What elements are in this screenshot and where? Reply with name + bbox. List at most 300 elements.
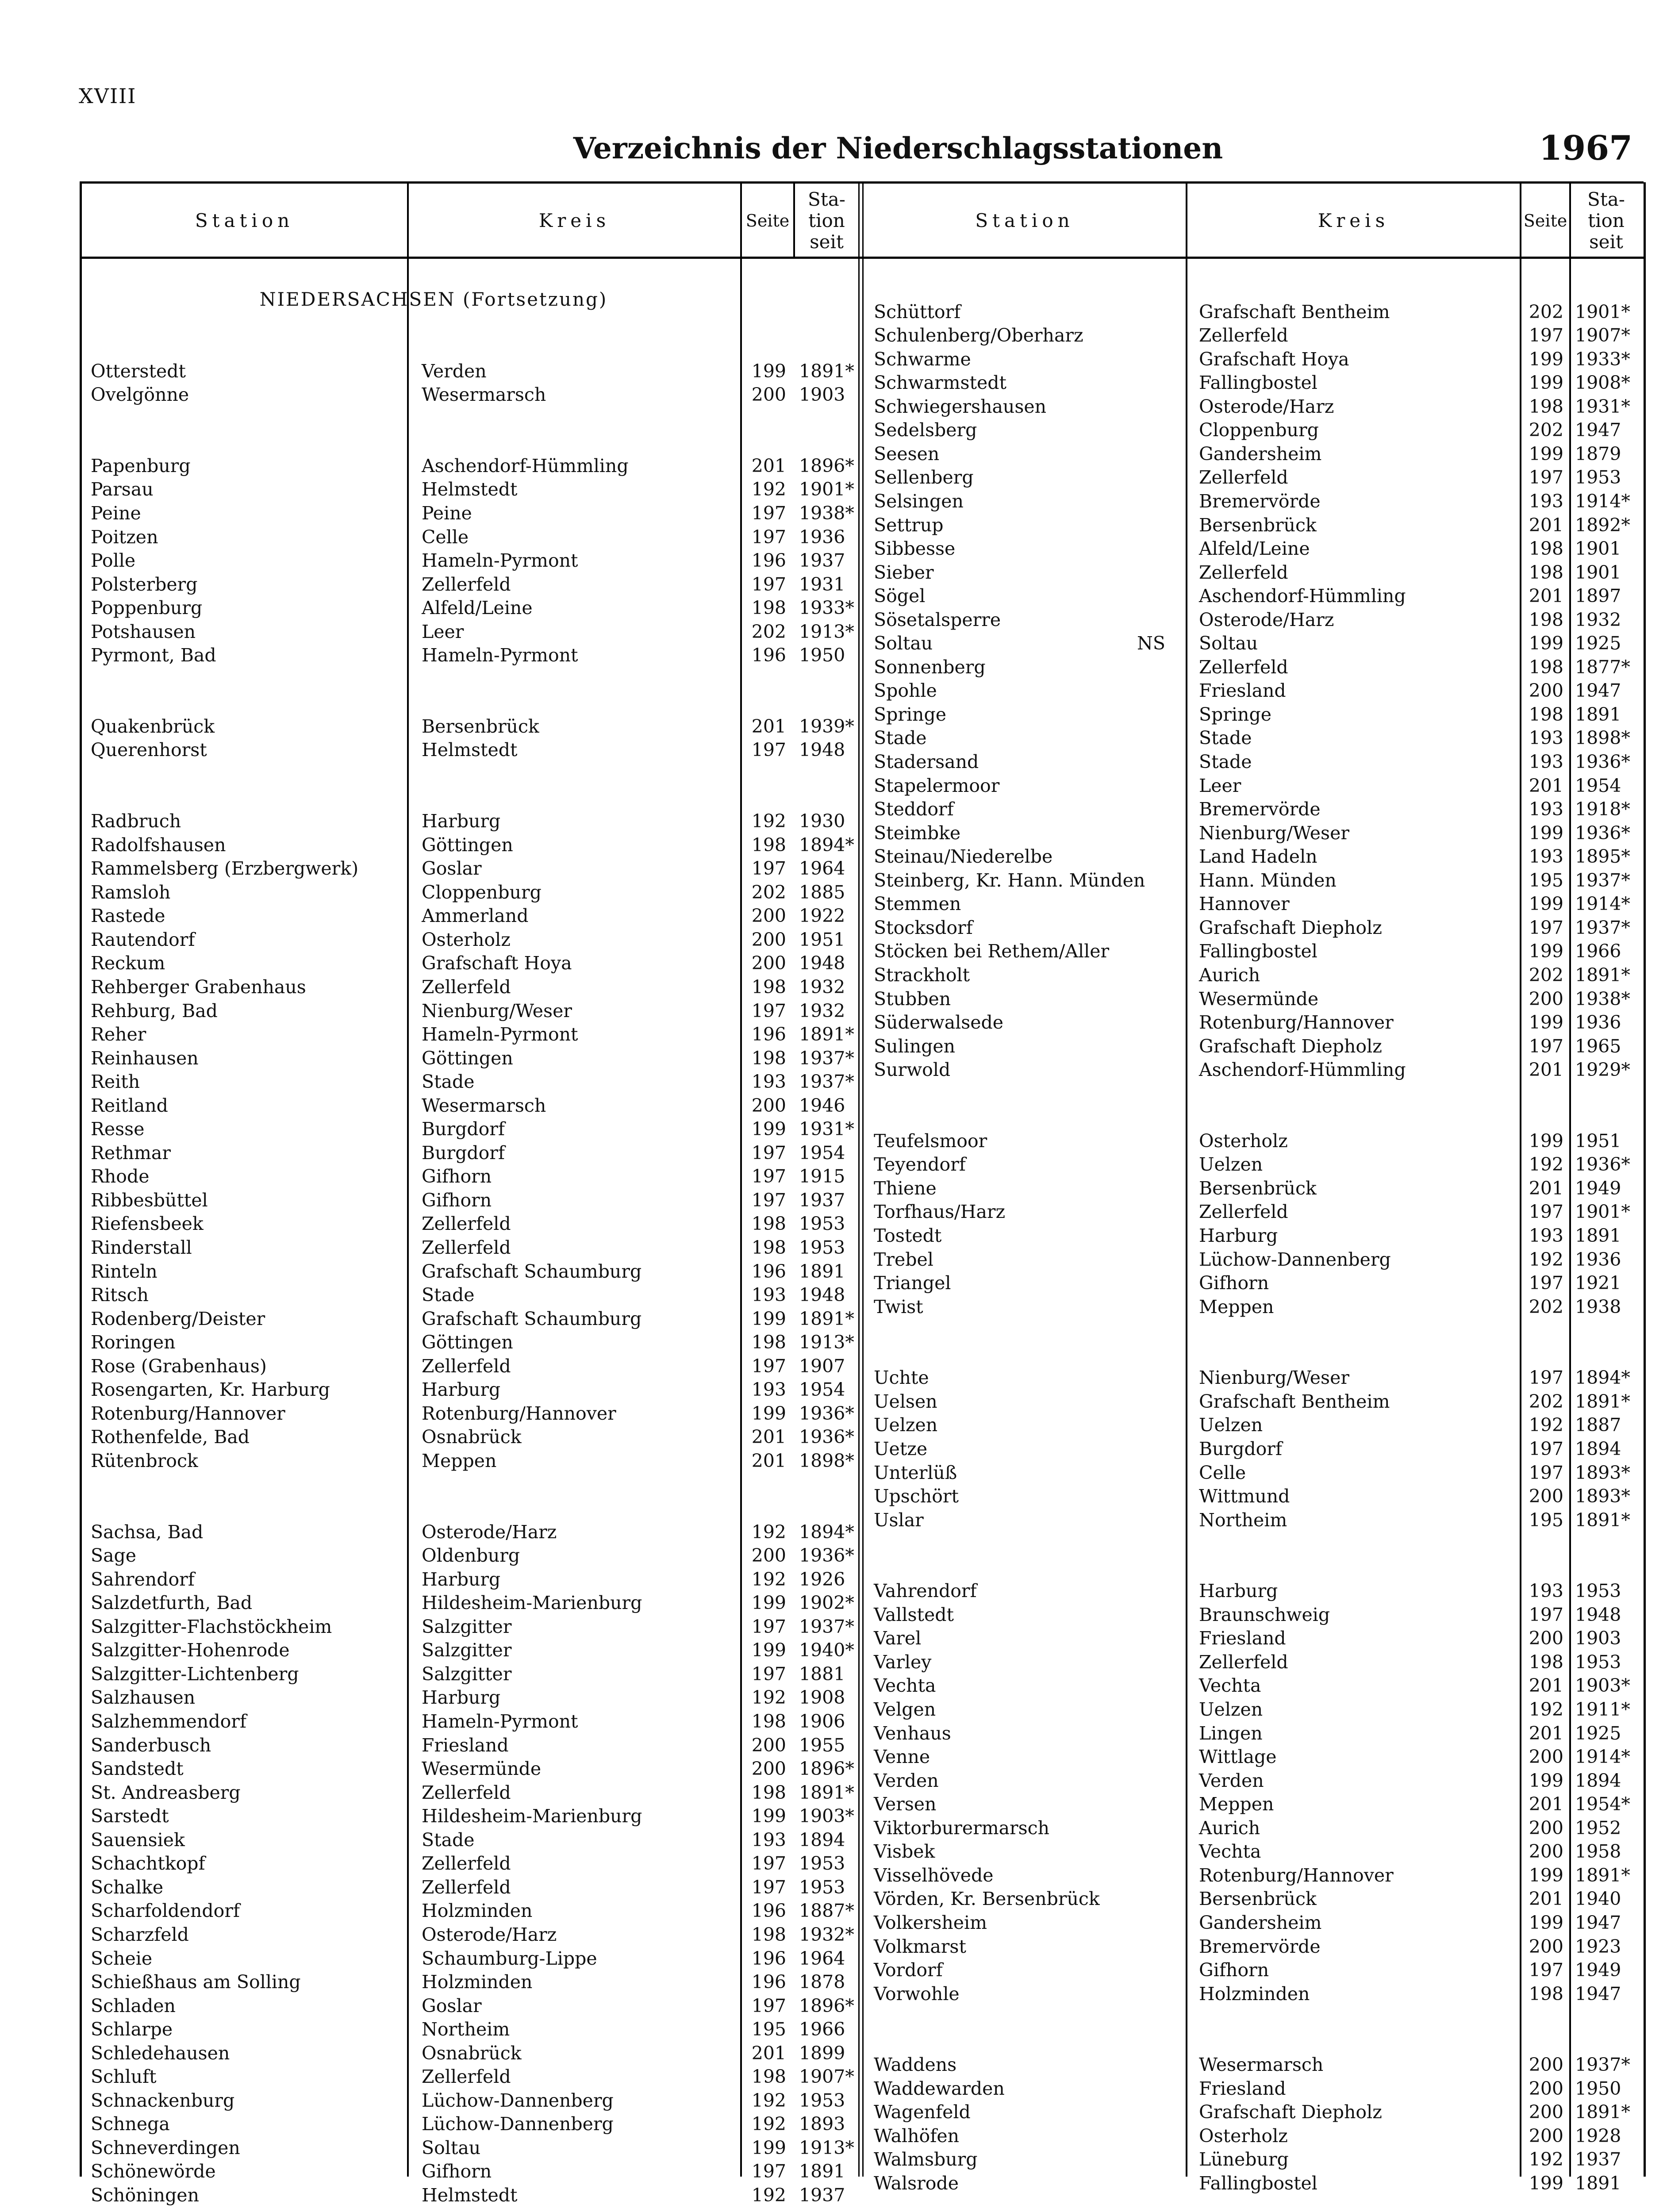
station-name: Papenburg [91, 455, 191, 476]
table-row [0, 561, 1667, 584]
station-name: Salzhausen [91, 1687, 196, 1709]
table-row [0, 1651, 1667, 1674]
station-name: Poppenburg [91, 597, 203, 619]
seite-number: 196 [751, 550, 786, 572]
station-name: Sedelsberg [874, 419, 977, 441]
seite-number: 192 [751, 2089, 786, 2111]
station-since-year: 1955 [799, 1734, 845, 1756]
station-name: Schneverdingen [91, 2137, 240, 2158]
station-since-year: 1936* [1575, 1154, 1630, 1175]
table-row [0, 1864, 1667, 1887]
station-name: Sösetalsperre [874, 609, 1001, 630]
table-row [0, 845, 1667, 868]
table-row [0, 537, 1667, 561]
seite-number: 197 [1529, 1462, 1563, 1483]
seite-number: 201 [751, 1426, 786, 1448]
table-row [0, 442, 1667, 466]
kreis-name: Osterholz [1199, 1130, 1288, 1152]
station-since-year: 1952 [1575, 1817, 1621, 1839]
station-name: Walmsburg [874, 2149, 978, 2170]
station-name: Schalke [91, 1876, 164, 1898]
station-since-year: 1891 [1575, 703, 1621, 725]
station-since-year: 1903* [799, 1805, 854, 1827]
table-row [0, 656, 1667, 679]
header-station-seit: Sta- tion seit [1587, 188, 1625, 253]
station-name: Polsterberg [91, 573, 198, 595]
station-name: Vechta [874, 1675, 936, 1697]
kreis-name: Burgdorf [422, 1142, 505, 1164]
seite-number: 201 [1529, 775, 1563, 796]
station-since-year: 1907 [799, 1355, 845, 1377]
seite-number: 199 [1529, 1130, 1563, 1152]
kreis-name: Salzgitter [422, 1640, 512, 1661]
kreis-name: Celle [422, 526, 469, 548]
station-since-year: 1914* [1575, 893, 1630, 915]
station-name: Schwarmstedt [874, 372, 1006, 394]
seite-number: 201 [751, 2042, 786, 2064]
kreis-name: Zellerfeld [422, 1213, 511, 1235]
station-name: Settrup [874, 514, 944, 536]
station-name: Süderwalsede [874, 1012, 1004, 1033]
seite-number: 193 [751, 1379, 786, 1401]
station-name: Schlarpe [91, 2019, 173, 2040]
station-name: Stade [874, 727, 927, 749]
table-row [0, 1816, 1667, 1840]
station-since-year: 1903 [799, 384, 845, 406]
table-row [0, 1485, 1667, 1508]
header-station-seit: Sta- tion seit [808, 188, 845, 253]
kreis-name: Bremervörde [1199, 799, 1321, 820]
kreis-name: Alfeld/Leine [1199, 538, 1310, 560]
seite-number: 195 [751, 2019, 786, 2040]
kreis-name: Cloppenburg [422, 881, 542, 903]
seite-number: 201 [1529, 1059, 1563, 1081]
kreis-name: Bremervörde [1199, 490, 1321, 512]
kreis-name: Gandersheim [1199, 443, 1322, 465]
kreis-name: Aurich [1199, 1817, 1260, 1839]
station-since-year: 1897 [1575, 585, 1621, 607]
table-row [0, 987, 1667, 1011]
station-since-year: 1881 [799, 1663, 845, 1685]
station-name: Rehburg, Bad [91, 1000, 218, 1022]
kreis-name: Vechta [1199, 1841, 1261, 1863]
station-since-year: 1878 [799, 1971, 845, 1993]
table-row [0, 490, 1667, 513]
seite-number: 192 [1529, 1414, 1563, 1436]
seite-number: 197 [751, 1189, 786, 1211]
station-name: Venhaus [874, 1722, 951, 1744]
table-row [0, 1627, 1667, 1650]
kreis-name: Salzgitter [422, 1663, 512, 1685]
station-name: Venne [874, 1746, 930, 1768]
seite-number: 193 [1529, 490, 1563, 512]
kreis-name: Meppen [1199, 1296, 1274, 1317]
seite-number: 197 [751, 1853, 786, 1874]
station-since-year: 1933* [1575, 348, 1630, 370]
kreis-name: Soltau [422, 2137, 481, 2158]
table-row [0, 632, 1667, 655]
station-name: Versen [874, 1793, 937, 1815]
seite-number: 192 [1529, 1699, 1563, 1720]
seite-number: 196 [751, 645, 786, 666]
header-station: Station [195, 210, 294, 231]
kreis-name: Ammerland [422, 905, 529, 927]
station-since-year: 1891 [799, 2161, 845, 2182]
station-name: Reinhausen [91, 1047, 199, 1069]
table-row [0, 324, 1667, 347]
table-row [0, 1579, 1667, 1603]
seite-number: 197 [751, 1355, 786, 1377]
seite-number: 197 [751, 2161, 786, 2182]
station-name: Schladen [91, 1995, 176, 2016]
station-note: NS [1137, 633, 1165, 654]
kreis-name: Wittlage [1199, 1746, 1277, 1768]
station-name: Steddorf [874, 799, 954, 820]
seite-number: 198 [1529, 396, 1563, 417]
station-name: Salzgitter-Lichtenberg [91, 1663, 299, 1685]
seite-number: 192 [1529, 1154, 1563, 1175]
station-name: Stöcken bei Rethem/Aller [874, 941, 1110, 962]
station-name: Walhöfen [874, 2125, 960, 2147]
station-since-year: 1906 [799, 1711, 845, 1732]
station-name: Surwold [874, 1059, 951, 1081]
seite-number: 199 [1529, 1770, 1563, 1791]
station-name: Vahrendorf [874, 1580, 977, 1602]
station-name: Radolfshausen [91, 834, 226, 856]
station-since-year: 1918* [1575, 799, 1630, 820]
station-name: Scheie [91, 1947, 153, 1969]
kreis-name: Bersenbrück [1199, 1177, 1317, 1199]
seite-number: 199 [751, 1118, 786, 1140]
station-name: Salzgitter-Flachstöckheim [91, 1616, 332, 1637]
station-since-year: 1954 [1575, 775, 1621, 796]
seite-number: 200 [1529, 988, 1563, 1010]
station-since-year: 1936 [799, 526, 845, 548]
station-name: Steinberg, Kr. Hann. Münden [874, 869, 1145, 891]
station-since-year: 1921 [1575, 1272, 1621, 1294]
kreis-name: Zellerfeld [422, 1355, 511, 1377]
station-since-year: 1947 [1575, 1983, 1621, 2005]
kreis-name: Stade [1199, 727, 1252, 749]
kreis-name: Zellerfeld [422, 1876, 511, 1898]
kreis-name: Zellerfeld [1199, 656, 1288, 678]
station-since-year: 1946 [799, 1094, 845, 1116]
station-name: Rinteln [91, 1260, 157, 1282]
station-since-year: 1937* [799, 1616, 854, 1637]
seite-number: 193 [1529, 1580, 1563, 1602]
station-since-year: 1937* [1575, 869, 1630, 891]
table-row [0, 1248, 1667, 1271]
kreis-name: Alfeld/Leine [422, 597, 533, 619]
table-row [0, 1509, 1667, 1532]
station-since-year: 1891* [799, 360, 854, 382]
kreis-name: Zellerfeld [422, 1237, 511, 1258]
station-since-year: 1891* [799, 1308, 854, 1329]
kreis-name: Soltau [1199, 633, 1258, 654]
page-title: Verzeichnis der Niederschlagsstationen [573, 131, 1223, 165]
station-name: Torfhaus/Harz [874, 1201, 1006, 1223]
seite-number: 193 [751, 1284, 786, 1306]
station-name: Schachtkopf [91, 1853, 205, 1874]
kreis-name: Gifhorn [1199, 1272, 1269, 1294]
kreis-name: Bremervörde [1199, 1936, 1321, 1957]
station-since-year: 1931 [799, 573, 845, 595]
station-since-year: 1914* [1575, 490, 1630, 512]
kreis-name: Friesland [1199, 1628, 1286, 1649]
kreis-name: Cloppenburg [1199, 419, 1319, 441]
table-row [0, 1840, 1667, 1863]
seite-number: 193 [1529, 751, 1563, 772]
station-since-year: 1887* [799, 1900, 854, 1922]
table-row [0, 869, 1667, 892]
kreis-name: Zellerfeld [422, 1782, 511, 1803]
station-name: Schießhaus am Solling [91, 1971, 301, 1993]
seite-number: 200 [751, 929, 786, 950]
kreis-name: Nienburg/Weser [1199, 822, 1349, 844]
kreis-name: Harburg [422, 810, 501, 832]
station-name: Schwiegershausen [874, 396, 1047, 417]
kreis-name: Harburg [1199, 1580, 1278, 1602]
kreis-name: Grafschaft Diepholz [1199, 917, 1382, 938]
seite-number: 200 [1529, 2125, 1563, 2147]
kreis-name: Wittmund [1199, 1486, 1290, 1507]
seite-number: 193 [751, 1829, 786, 1851]
station-name: Viktorburermarsch [874, 1817, 1050, 1839]
station-since-year: 1936* [799, 1545, 854, 1567]
station-name: Rhode [91, 1166, 150, 1187]
seite-number: 199 [751, 1592, 786, 1614]
table-row [0, 2077, 1667, 2101]
station-since-year: 1938* [799, 502, 854, 524]
station-since-year: 1901* [1575, 301, 1630, 323]
station-name: Uelsen [874, 1390, 937, 1412]
kreis-name: Nienburg/Weser [422, 1000, 572, 1022]
station-since-year: 1896* [799, 455, 854, 476]
seite-number: 198 [751, 976, 786, 998]
table-row [0, 726, 1667, 750]
table-row [0, 584, 1667, 608]
station-since-year: 1901* [1575, 1201, 1630, 1223]
seite-number: 199 [1529, 443, 1563, 465]
station-since-year: 1954 [799, 1142, 845, 1164]
station-name: Stapelermoor [874, 775, 1000, 796]
seite-number: 199 [1529, 822, 1563, 844]
station-name: Ramsloh [91, 881, 171, 903]
seite-number: 198 [751, 1237, 786, 1258]
station-since-year: 1947 [1575, 1912, 1621, 1933]
station-since-year: 1937 [799, 1189, 845, 1211]
station-since-year: 1937* [799, 1047, 854, 1069]
seite-number: 199 [1529, 1864, 1563, 1886]
station-name: Schnega [91, 2113, 170, 2135]
kreis-name: Holzminden [422, 1900, 533, 1922]
station-name: Sandstedt [91, 1758, 184, 1780]
station-since-year: 1947 [1575, 419, 1621, 441]
seite-number: 195 [1529, 869, 1563, 891]
kreis-name: Osnabrück [422, 1426, 522, 1448]
seite-number: 197 [751, 1995, 786, 2016]
kreis-name: Wesermünde [1199, 988, 1319, 1010]
seite-number: 200 [751, 952, 786, 974]
station-since-year: 1949 [1575, 1177, 1621, 1199]
kreis-name: Wesermarsch [422, 1094, 546, 1116]
table-row [0, 2124, 1667, 2148]
station-name: Rosengarten, Kr. Harburg [91, 1379, 330, 1401]
kreis-name: Hildesheim-Marienburg [422, 1805, 642, 1827]
header-seite: Seite [1523, 211, 1567, 230]
kreis-name: Verden [422, 360, 487, 382]
kreis-name: Leer [422, 621, 464, 642]
station-since-year: 1936 [1575, 1248, 1621, 1270]
station-name: Uslar [874, 1509, 924, 1531]
station-name: Varel [874, 1628, 922, 1649]
kreis-name: Bersenbrück [1199, 514, 1317, 536]
kreis-name: Hann. Münden [1199, 869, 1337, 891]
kreis-name: Osterode/Harz [1199, 396, 1334, 417]
kreis-name: Meppen [422, 1450, 497, 1471]
station-since-year: 1893 [799, 2113, 845, 2135]
station-name: Schwarme [874, 348, 971, 370]
station-name: Peine [91, 502, 141, 524]
station-name: Sögel [874, 585, 926, 607]
station-since-year: 1893* [1575, 1462, 1630, 1483]
seite-number: 197 [1529, 1272, 1563, 1294]
station-since-year: 1964 [799, 1947, 845, 1969]
station-since-year: 1938 [1575, 1296, 1621, 1317]
kreis-name: Helmstedt [422, 739, 518, 761]
station-name: Salzgitter-Hohenrode [91, 1640, 290, 1661]
table-row [0, 1603, 1667, 1627]
station-name: Visselhövede [874, 1864, 994, 1886]
kreis-name: Aschendorf-Hümmling [1199, 585, 1406, 607]
seite-number: 192 [751, 1521, 786, 1543]
station-since-year: 1929* [1575, 1059, 1630, 1081]
station-name: Unterlüß [874, 1462, 957, 1483]
kreis-name: Goslar [422, 858, 482, 879]
station-since-year: 1948 [799, 952, 845, 974]
station-name: Tostedt [874, 1225, 942, 1246]
kreis-name: Braunschweig [1199, 1604, 1330, 1625]
station-name: Sonnenberg [874, 656, 986, 678]
station-since-year: 1953 [799, 1876, 845, 1898]
table-row [0, 348, 1667, 371]
station-name: Uelzen [874, 1414, 938, 1436]
kreis-name: Springe [1199, 703, 1271, 725]
station-since-year: 1913* [799, 621, 854, 642]
seite-number: 198 [1529, 538, 1563, 560]
station-name: St. Andreasberg [91, 1782, 241, 1803]
header-kreis: Kreis [1317, 210, 1390, 231]
station-since-year: 1937* [799, 1071, 854, 1093]
kreis-name: Holzminden [1199, 1983, 1310, 2005]
table-row [0, 964, 1667, 987]
table-row [0, 1271, 1667, 1295]
seite-number: 197 [1529, 1367, 1563, 1389]
kreis-name: Zellerfeld [1199, 325, 1288, 346]
station-name: Velgen [874, 1699, 936, 1720]
kreis-name: Stade [422, 1829, 475, 1851]
table-row [0, 419, 1667, 442]
seite-number: 192 [1529, 2149, 1563, 2170]
station-name: Reher [91, 1024, 146, 1045]
kreis-name: Lingen [1199, 1722, 1263, 1744]
station-since-year: 1877* [1575, 656, 1630, 678]
station-since-year: 1903 [1575, 1628, 1621, 1649]
seite-number: 197 [751, 1166, 786, 1187]
kreis-name: Lüchow-Dannenberg [422, 2089, 614, 2111]
station-since-year: 1937 [1575, 2149, 1621, 2170]
station-name: Quakenbrück [91, 715, 215, 737]
kreis-name: Grafschaft Schaumburg [422, 1260, 642, 1282]
seite-number: 199 [1529, 348, 1563, 370]
seite-number: 193 [751, 1071, 786, 1093]
station-since-year: 1891* [799, 1024, 854, 1045]
seite-number: 195 [1529, 1509, 1563, 1531]
station-since-year: 1948 [799, 739, 845, 761]
station-name: Rodenberg/Deister [91, 1308, 265, 1329]
kreis-name: Stade [1199, 751, 1252, 772]
kreis-name: Göttingen [422, 834, 513, 856]
station-since-year: 1899 [799, 2042, 845, 2064]
station-name: Schluft [91, 2066, 157, 2088]
table-row [0, 608, 1667, 632]
station-since-year: 1894* [799, 1521, 854, 1543]
seite-number: 192 [1529, 1248, 1563, 1270]
seite-number: 197 [1529, 1604, 1563, 1625]
table-row [0, 940, 1667, 963]
station-since-year: 1891* [1575, 1509, 1630, 1531]
kreis-name: Bersenbrück [1199, 1888, 1317, 1910]
kreis-name: Goslar [422, 1995, 482, 2016]
kreis-name: Zellerfeld [422, 1853, 511, 1874]
seite-number: 197 [751, 1663, 786, 1685]
seite-number: 193 [1529, 799, 1563, 820]
seite-number: 197 [751, 1000, 786, 1022]
station-name: Rammelsberg (Erzbergwerk) [91, 858, 359, 879]
station-since-year: 1922 [799, 905, 845, 927]
seite-number: 198 [751, 834, 786, 856]
kreis-name: Helmstedt [422, 479, 518, 500]
seite-number: 196 [751, 1260, 786, 1282]
station-name: Vordorf [874, 1959, 943, 1981]
kreis-name: Oldenburg [422, 1545, 520, 1567]
table-row [0, 1094, 1667, 1118]
kreis-name: Holzminden [422, 1971, 533, 1993]
station-name: Schöningen [91, 2185, 199, 2206]
station-since-year: 1938* [1575, 988, 1630, 1010]
station-name: Potshausen [91, 621, 196, 642]
station-since-year: 1908 [799, 1687, 845, 1709]
kreis-name: Zellerfeld [422, 2066, 511, 2088]
station-name: Ribbesbüttel [91, 1189, 208, 1211]
station-name: Steimbke [874, 822, 961, 844]
table-row [0, 750, 1667, 774]
station-name: Salzdetfurth, Bad [91, 1592, 253, 1614]
table-row [0, 395, 1667, 419]
station-name: Scharfoldendorf [91, 1900, 240, 1922]
station-since-year: 1931* [799, 1118, 854, 1140]
seite-number: 200 [1529, 2078, 1563, 2099]
station-since-year: 1903* [1575, 1675, 1630, 1697]
station-name: Reith [91, 1071, 140, 1093]
seite-number: 200 [751, 1545, 786, 1567]
kreis-name: Osterholz [1199, 2125, 1288, 2147]
station-name: Thiene [874, 1177, 937, 1199]
station-name: Vörden, Kr. Bersenbrück [874, 1888, 1100, 1910]
seite-number: 192 [751, 2185, 786, 2206]
table-row [0, 371, 1667, 395]
station-since-year: 1895* [1575, 846, 1630, 868]
